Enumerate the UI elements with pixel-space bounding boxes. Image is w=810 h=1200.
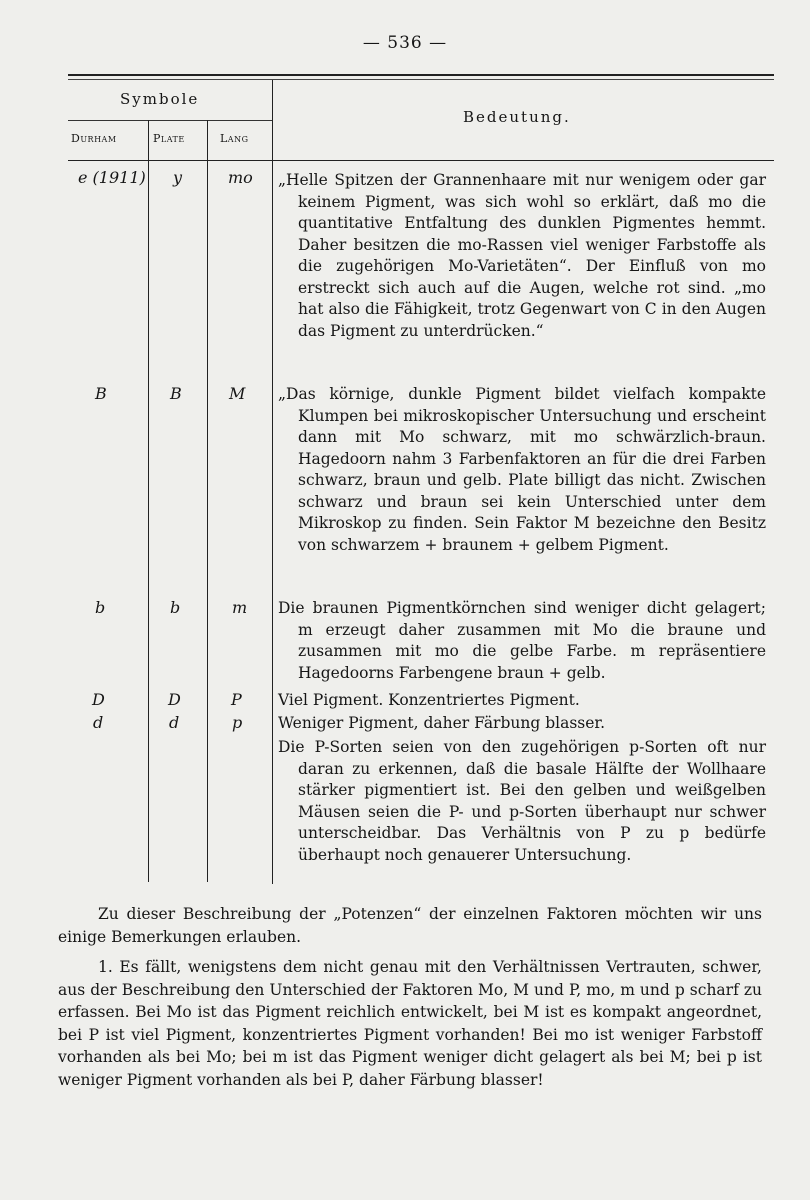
body-paragraph-1 [58,903,762,948]
column-divider-plate-lang [207,120,208,882]
row2-description-text: „Das körnige, dunkle Pigment bildet vielfach kompakte Klumpen bei mikroskopischer Untersuchung und erscheint dann mit Mo schwarz, mit mo schwärzlich-braun. Hagedoorn nahm 3 Farbenfaktoren an für die drei Farben schwarz, braun und gelb. Plate billigt das nicht. Zwischen schwarz und braun sei kein Unterschied unter dem Mikroskop zu finden. Sein Faktor M bezeichne den Besitz von schwarzem + braunem + gelbem Pigment. [278,385,766,554]
row6-description [278,737,766,866]
table-top-rule [68,74,774,76]
symbols-header-divider [68,120,273,121]
row5-description-text: Weniger Pigment, daher Färbung blasser. [278,714,606,732]
row4-lang: P [231,690,242,709]
row1-durham [78,168,146,187]
table-header-rule [68,160,774,161]
row5-lang: p [232,713,243,732]
body-paragraph-2-text: 1. Es fällt, wenigstens dem nicht genau mit den Verhältnissen Vertrauten, schwer, aus der Beschreibung den Unterschied der Faktoren Mo, M und P, mo, m und p scharf zu erfassen. Bei Mo ist das Pigment reichlich entwickelt, bei M ist es kompakt angeordnet, bei P ist viel Pigment, konzentriertes Pigment vorhanden! Bei mo ist weniger Farbstoff vorhanden als bei Mo; bei m ist das Pigment weniger dicht gelagert als bei M; bei p ist weniger Pigment vorhanden als bei P, daher Färbung blasser! [58,958,762,1089]
row2-durham: B [95,384,107,403]
row1-description-text: „Helle Spitzen der Grannenhaare mit nur wenigem oder gar keinem Pigment, was sich wohl so erklärt, daß mo die quantitative Entfaltung des dunklen Pigmentes hemmt. Daher besitzen die mo-Rassen viel weniger Farbstoffe als die zugehörigen Mo-Varietäten“. Der Einfluß von mo erstreckt sich auch auf die Augen, welche rot sind. „mo hat also die Fähigkeit, trotz Gegenwart von C in den Augen das Pigment zu unterdrücken.“ [278,171,766,340]
row2-description [278,384,766,556]
row1-lang: mo [228,168,253,187]
row5-description [278,713,766,735]
body-paragraph-1-text: Zu dieser Beschreibung der „Potenzen“ der einzelnen Faktoren möchten wir uns einige Bemerkungen erlauben. [58,905,762,946]
row4-durham: D [92,690,105,709]
table-top-rule-thin [68,79,774,80]
row6-description-text: Die P-Sorten seien von den zugehörigen p-Sorten oft nur daran zu erkennen, daß die basale Hälfte der Wollhaare stärker pigmentiert ist. Bei den gelben und weißgelben Mäusen seien die P- und p-Sorten überhaupt nur schwer unterscheidbar. Das Verhältnis von P zu p bedürfe überhaupt noch genauerer Untersuchung. [278,738,766,864]
row4-description [278,690,766,712]
row4-description-text: Viel Pigment. Konzentriertes Pigment. [278,691,580,709]
meaning-header: Bedeutung. [463,108,571,126]
row3-durham: b [95,598,106,617]
col-header-lang: Lang [220,132,249,145]
row3-plate: b [170,598,181,617]
row2-lang: M [229,384,246,403]
symbols-group-header: Symbole [120,90,200,108]
row1-description [278,170,766,342]
row3-lang: m [232,598,248,617]
row2-plate: B [170,384,182,403]
row5-plate: d [169,713,180,732]
column-divider-durham-plate [148,120,149,882]
row3-description [278,598,766,684]
column-divider-symbols-meaning [272,80,273,884]
body-paragraph-2 [58,956,762,1091]
col-header-durham: Durham [71,132,117,145]
row1-plate: y [173,168,183,187]
row1-durham-text: e (1911) [78,168,146,187]
row4-plate: D [168,690,181,709]
row3-description-text: Die braunen Pigmentkörnchen sind weniger dicht gelagert; m erzeugt daher zusammen mit Mo die braune und zusammen mit mo die gelbe Farbe. m repräsentiere Hagedoorns Farbengene braun + gelb. [278,599,766,682]
page-number: — 536 — [362,33,448,53]
row5-durham: d [93,713,104,732]
col-header-plate: Plate [153,132,185,145]
